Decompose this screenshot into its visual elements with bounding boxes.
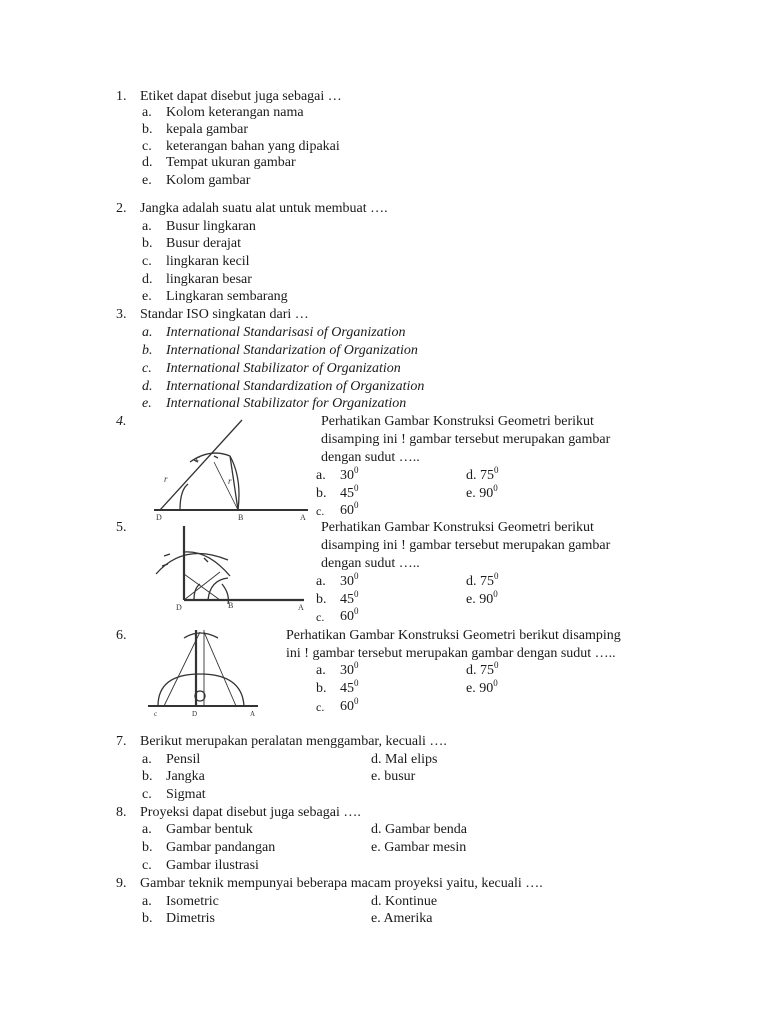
option-value: $60^0$ (340, 606, 359, 624)
option-value: $60^0$ (340, 500, 359, 518)
option-text: Kolom gambar (166, 173, 251, 188)
option-value: $30^0$ (340, 660, 359, 678)
option-text: e. Amerika (371, 911, 433, 926)
option-letter: b. (142, 343, 153, 358)
figure-label-r: r (164, 474, 168, 484)
option-letter: c. (142, 254, 152, 269)
option-letter: b. (316, 681, 327, 696)
figure-label-b: B (238, 513, 244, 522)
option-text: Isometric (166, 894, 219, 909)
question-number: 6. (116, 628, 127, 643)
option-letter: e. (142, 173, 152, 188)
option-letter: a. (142, 822, 152, 837)
option-value: $30^0$ (340, 571, 359, 589)
option-text: Pensil (166, 752, 201, 767)
option-text: d. Kontinue (371, 894, 438, 909)
option-text: Kolom keterangan nama (166, 105, 304, 120)
option-value: $60^0$ (340, 696, 359, 714)
option-text: Sigmat (166, 787, 206, 802)
option-letter: d. (142, 155, 153, 170)
option-d: d. $75^0$ (466, 571, 499, 589)
figure-label-b: B (228, 601, 234, 610)
option-letter: c. (316, 610, 325, 624)
option-letter: a. (142, 752, 152, 767)
option-d: d. $75^0$ (466, 660, 499, 678)
option-letter: a. (142, 219, 152, 234)
option-text: Dimetris (166, 911, 215, 926)
option-text: International Standardization of Organization (166, 379, 425, 394)
figure-label-c: c (196, 453, 200, 463)
option-letter: c. (142, 858, 152, 873)
geometry-figure-semicircle-construction (144, 626, 262, 720)
option-text: Busur lingkaran (166, 219, 256, 234)
question-text-line: Perhatikan Gambar Konstruksi Geometri berikut (321, 414, 594, 429)
option-text: lingkaran kecil (166, 254, 250, 269)
option-text: Gambar bentuk (166, 822, 253, 837)
question-text-line: dengan sudut ….. (321, 556, 420, 571)
question-text-line: Perhatikan Gambar Konstruksi Geometri berikut disamping (286, 628, 621, 643)
geometry-figure-angle-construction (150, 418, 310, 522)
option-value: $30^0$ (340, 465, 359, 483)
option-text: Gambar pandangan (166, 840, 276, 855)
question-number: 9. (116, 876, 127, 891)
option-text: Tempat ukuran gambar (166, 155, 296, 170)
question-text-line: dengan sudut ….. (321, 450, 420, 465)
option-letter: c. (142, 787, 152, 802)
option-letter: b. (316, 592, 327, 607)
question-number: 2. (116, 201, 127, 216)
question-text: Jangka adalah suatu alat untuk membuat …. (140, 201, 388, 216)
question-number: 7. (116, 734, 127, 749)
option-letter: d. (142, 272, 153, 287)
option-text: e. busur (371, 769, 416, 784)
option-text: Jangka (166, 769, 205, 784)
figure-label-a: A (298, 603, 304, 612)
option-d: d. $75^0$ (466, 465, 499, 483)
option-letter: e. (142, 289, 152, 304)
question-text: Proyeksi dapat disebut juga sebagai …. (140, 805, 361, 820)
option-value: $45^0$ (340, 483, 359, 501)
option-text: International Standarisasi of Organization (166, 325, 406, 340)
option-value: $45^0$ (340, 678, 359, 696)
option-value: $45^0$ (340, 589, 359, 607)
option-text: keterangan bahan yang dipakai (166, 139, 340, 154)
question-text-line: Perhatikan Gambar Konstruksi Geometri berikut (321, 520, 594, 535)
option-e: e. $90^0$ (466, 483, 498, 501)
option-letter: b. (142, 911, 153, 926)
question-text: Gambar teknik mempunyai beberapa macam proyeksi yaitu, kecuali …. (140, 876, 543, 891)
option-letter: b. (142, 122, 153, 137)
option-letter: c. (142, 139, 152, 154)
question-text-line: disamping ini ! gambar tersebut merupakan gambar (321, 432, 611, 447)
option-text: lingkaran besar (166, 272, 252, 287)
option-letter: c. (142, 361, 152, 376)
option-text: Lingkaran sembarang (166, 289, 288, 304)
question-number: 5. (116, 520, 127, 535)
geometry-figure-perpendicular-construction (148, 522, 306, 614)
option-text: Gambar ilustrasi (166, 858, 259, 873)
option-letter: d. (142, 379, 153, 394)
option-letter: e. (142, 396, 152, 411)
option-letter: a. (316, 468, 326, 483)
option-text: kepala gambar (166, 122, 249, 137)
option-letter: a. (316, 663, 326, 678)
option-letter: a. (142, 894, 152, 909)
option-text: e. Gambar mesin (371, 840, 467, 855)
option-text: Busur derajat (166, 236, 242, 251)
option-e: e. $90^0$ (466, 589, 498, 607)
figure-label-a: A (250, 710, 256, 718)
figure-label-d: D (176, 603, 182, 612)
question-number: 4. (116, 414, 127, 429)
option-text: d. Gambar benda (371, 822, 468, 837)
option-letter: b. (316, 486, 327, 501)
question-text-line: disamping ini ! gambar tersebut merupakan gambar (321, 538, 611, 553)
option-text: International Stabilizator of Organization (166, 361, 401, 376)
option-letter: a. (316, 574, 326, 589)
figure-label-d: D (156, 513, 162, 522)
question-number: 3. (116, 307, 127, 322)
option-letter: c. (316, 504, 325, 518)
option-letter: b. (142, 769, 153, 784)
question-text: Etiket dapat disebut juga sebagai … (140, 89, 342, 104)
question-text-line: ini ! gambar tersebut merupakan gambar dengan sudut ….. (286, 646, 616, 661)
figure-label-a: A (300, 513, 306, 522)
option-letter: a. (142, 105, 152, 120)
option-letter: b. (142, 840, 153, 855)
option-letter: a. (142, 325, 153, 340)
question-text: Standar ISO singkatan dari … (140, 307, 309, 322)
option-text: International Standarization of Organization (166, 343, 418, 358)
figure-label-c: c (154, 710, 158, 718)
option-text: International Stabilizator for Organization (166, 396, 407, 411)
question-number: 8. (116, 805, 127, 820)
option-letter: b. (142, 236, 153, 251)
figure-label-d: D (192, 710, 198, 718)
question-number: 1. (116, 89, 127, 104)
option-e: e. $90^0$ (466, 678, 498, 696)
option-letter: c. (316, 700, 325, 714)
question-text: Berikut merupakan peralatan menggambar, kecuali …. (140, 734, 447, 749)
option-text: d. Mal elips (371, 752, 438, 767)
figure-label-r: r (228, 476, 232, 486)
